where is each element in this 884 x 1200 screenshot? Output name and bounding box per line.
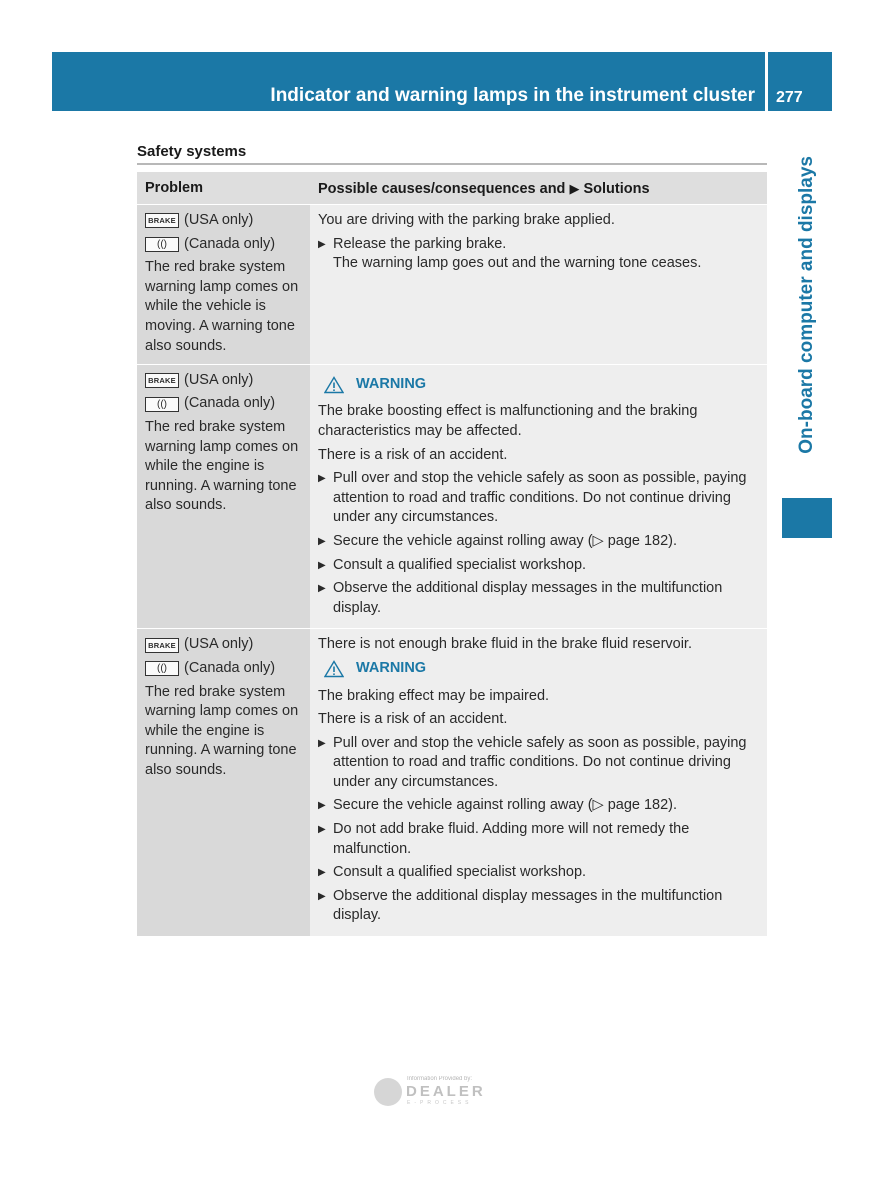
warning-risk: There is a risk of an accident. [318, 446, 508, 463]
warning-text: The braking effect may be impaired. [318, 687, 550, 704]
watermark-small-text: Information Provided by: [407, 1076, 473, 1082]
brake-circle-lamp-icon: (() [145, 661, 179, 676]
brake-lamp-icon: BRAKE [145, 213, 179, 228]
solution-step [318, 796, 763, 816]
brake-lamp-icon: BRAKE [145, 638, 179, 653]
step-text: Consult a qualified specialist workshop. [333, 864, 587, 881]
step-arrow-icon: ▶ [318, 867, 326, 879]
header-causes-text: Possible causes/consequences and [318, 181, 566, 197]
warning-risk: There is a risk of an accident. [318, 711, 508, 728]
header-problem: Problem [145, 180, 204, 196]
solution-step [318, 734, 763, 793]
warning-triangle-icon [324, 660, 344, 678]
step-arrow-icon: ▶ [318, 737, 326, 749]
page-number-box [768, 52, 832, 111]
table-row [137, 365, 767, 630]
step-text: Observe the additional display messages in the multifunction display. [333, 580, 723, 616]
warning-heading [324, 659, 763, 679]
step-arrow-icon: ▶ [318, 559, 326, 571]
step-text: Secure the vehicle against rolling away (▷ page 182). [333, 532, 678, 549]
step-text: Pull over and stop the vehicle safely as soon as possible, paying attention to road and traffic conditions. Do not continue driving under any circumstances. [333, 734, 747, 790]
dealer-watermark [372, 1074, 502, 1110]
warning-label: WARNING [356, 375, 427, 392]
problem-description: The red brake system warning lamp comes on while the engine is running. A warning tone also sounds. [145, 683, 299, 778]
solution-step [318, 235, 763, 274]
warning-text: The brake boosting effect is malfunctioning and the braking characteristics may be affected. [318, 403, 698, 439]
usa-only-label: (USA only) [184, 636, 254, 653]
problem-cell [137, 205, 310, 364]
step-text: Do not add brake fluid. Adding more will not remedy the malfunction. [333, 821, 690, 857]
solution-step [318, 469, 763, 528]
problem-cell [137, 365, 310, 629]
page-title: Indicator and warning lamps in the instrument cluster [270, 85, 755, 106]
cause-cell [310, 629, 767, 936]
step-arrow-icon: ▶ [318, 583, 326, 595]
section-title: Safety systems [137, 143, 247, 160]
usa-only-label: (USA only) [184, 371, 254, 388]
solution-step [318, 863, 763, 883]
dealer-logo-icon [374, 1078, 402, 1106]
step-text: Pull over and stop the vehicle safely as soon as possible, paying attention to road and traffic conditions. Do not continue driving under any circumstances. [333, 470, 747, 526]
watermark-brand: DEALER [406, 1083, 486, 1100]
solution-step [318, 820, 763, 859]
canada-only-label: (Canada only) [184, 659, 276, 676]
step-arrow-icon: ▶ [318, 238, 326, 250]
step-text: Observe the additional display messages in the multifunction display. [333, 887, 723, 924]
brake-circle-lamp-icon: (() [145, 397, 179, 412]
warning-heading [324, 375, 763, 395]
step-text: Release the parking brake. The warning lamp goes out and the warning tone ceases. [333, 235, 702, 272]
cause-intro: There is not enough brake fluid in the brake fluid reservoir. [318, 636, 692, 653]
step-text: Secure the vehicle against rolling away (▷ page 182). [333, 797, 678, 814]
table-row [137, 629, 767, 937]
problem-cell [137, 629, 310, 936]
cause-cell [310, 205, 767, 364]
canada-only-label: (Canada only) [184, 395, 276, 412]
solution-step [318, 556, 763, 576]
problem-description: The red brake system warning lamp comes on while the vehicle is moving. A warning tone also sounds. [145, 259, 299, 354]
solution-step [318, 532, 763, 552]
step-arrow-icon: ▶ [318, 800, 326, 812]
brake-circle-lamp-icon: (() [145, 237, 179, 252]
watermark-sub-text: E-PROCESS [407, 1100, 473, 1106]
cause-cell [310, 365, 767, 629]
brake-lamp-icon: BRAKE [145, 373, 179, 388]
section-divider [137, 163, 767, 165]
problem-description: The red brake system warning lamp comes on while the engine is running. A warning tone also sounds. [145, 418, 299, 514]
chapter-title: On-board computer and displays [796, 156, 817, 454]
table-row [137, 205, 767, 365]
step-arrow-icon: ▶ [318, 535, 326, 547]
step-text: Consult a qualified specialist workshop. [333, 556, 587, 573]
canada-only-label: (Canada only) [184, 235, 276, 252]
warning-label: WARNING [356, 659, 427, 676]
problem-solution-table [137, 172, 767, 937]
solution-step [318, 579, 763, 618]
step-arrow-icon: ▶ [318, 824, 326, 836]
chapter-marker [782, 498, 832, 538]
arrow-right-icon: ▶ [569, 181, 580, 196]
table-header [137, 172, 767, 205]
header-causes [310, 172, 767, 204]
cause-intro: You are driving with the parking brake applied. [318, 212, 615, 228]
page-number: 277 [776, 89, 803, 106]
header-bar [52, 52, 765, 111]
step-arrow-icon: ▶ [318, 890, 326, 902]
step-arrow-icon: ▶ [318, 473, 326, 485]
solution-step [318, 887, 763, 926]
warning-triangle-icon [324, 376, 344, 394]
usa-only-label: (USA only) [184, 212, 254, 228]
chapter-side-tab [782, 150, 832, 490]
header-solutions-text: Solutions [583, 181, 650, 197]
